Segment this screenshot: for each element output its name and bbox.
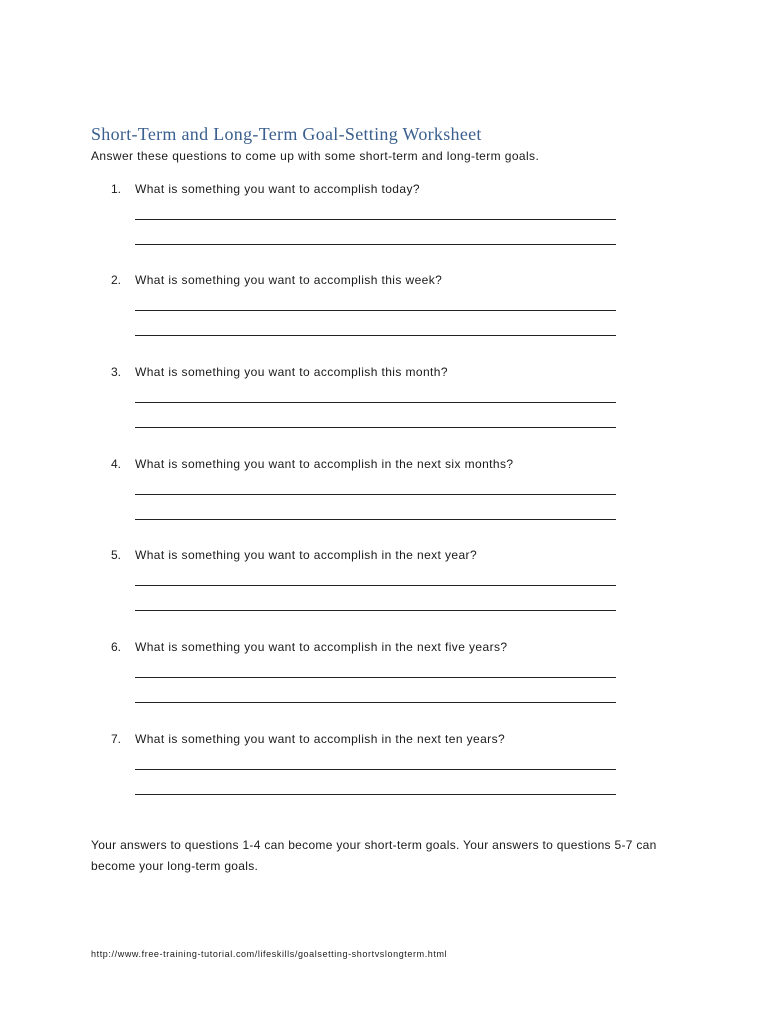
question-item (0, 273, 768, 353)
question-number: 2. (111, 273, 122, 287)
answer-line[interactable] (135, 794, 616, 795)
closing-note: Your answers to questions 1-4 can become your short-term goals. Your answers to questions 5-7 can become your long-term goals. (91, 838, 657, 873)
question-text: What is something you want to accomplish today? (135, 182, 420, 196)
source-url[interactable]: http://www.free-training-tutorial.com/lifeskills/goalsetting-shortvslongterm.html (91, 949, 448, 959)
answer-line[interactable] (135, 335, 616, 336)
intro-text: Answer these questions to come up with some short-term and long-term goals. (91, 149, 540, 163)
answer-line[interactable] (135, 310, 616, 311)
answer-line[interactable] (135, 769, 616, 770)
answer-line[interactable] (135, 519, 616, 520)
question-number: 7. (111, 732, 122, 746)
answer-line[interactable] (135, 427, 616, 428)
page-title: Short-Term and Long-Term Goal-Setting Worksheet (91, 124, 482, 144)
question-item (0, 548, 768, 628)
question-text: What is something you want to accomplish in the next ten years? (135, 732, 506, 746)
answer-line[interactable] (135, 610, 616, 611)
question-number: 5. (111, 548, 122, 562)
answer-line[interactable] (135, 244, 616, 245)
answer-line[interactable] (135, 702, 616, 703)
question-item (0, 365, 768, 445)
question-text: What is something you want to accomplish this week? (135, 273, 443, 287)
question-text: What is something you want to accomplish in the next six months? (135, 457, 514, 471)
question-text: What is something you want to accomplish in the next year? (135, 548, 478, 562)
question-number: 4. (111, 457, 122, 471)
question-item (0, 182, 768, 262)
question-number: 1. (111, 182, 122, 196)
answer-line[interactable] (135, 585, 616, 586)
question-item (0, 732, 768, 812)
answer-line[interactable] (135, 402, 616, 403)
question-text: What is something you want to accomplish this month? (135, 365, 448, 379)
question-item (0, 640, 768, 720)
answer-line[interactable] (135, 494, 616, 495)
question-item (0, 457, 768, 537)
question-number: 3. (111, 365, 122, 379)
answer-line[interactable] (135, 219, 616, 220)
answer-line[interactable] (135, 677, 616, 678)
question-text: What is something you want to accomplish in the next five years? (135, 640, 508, 654)
question-number: 6. (111, 640, 122, 654)
